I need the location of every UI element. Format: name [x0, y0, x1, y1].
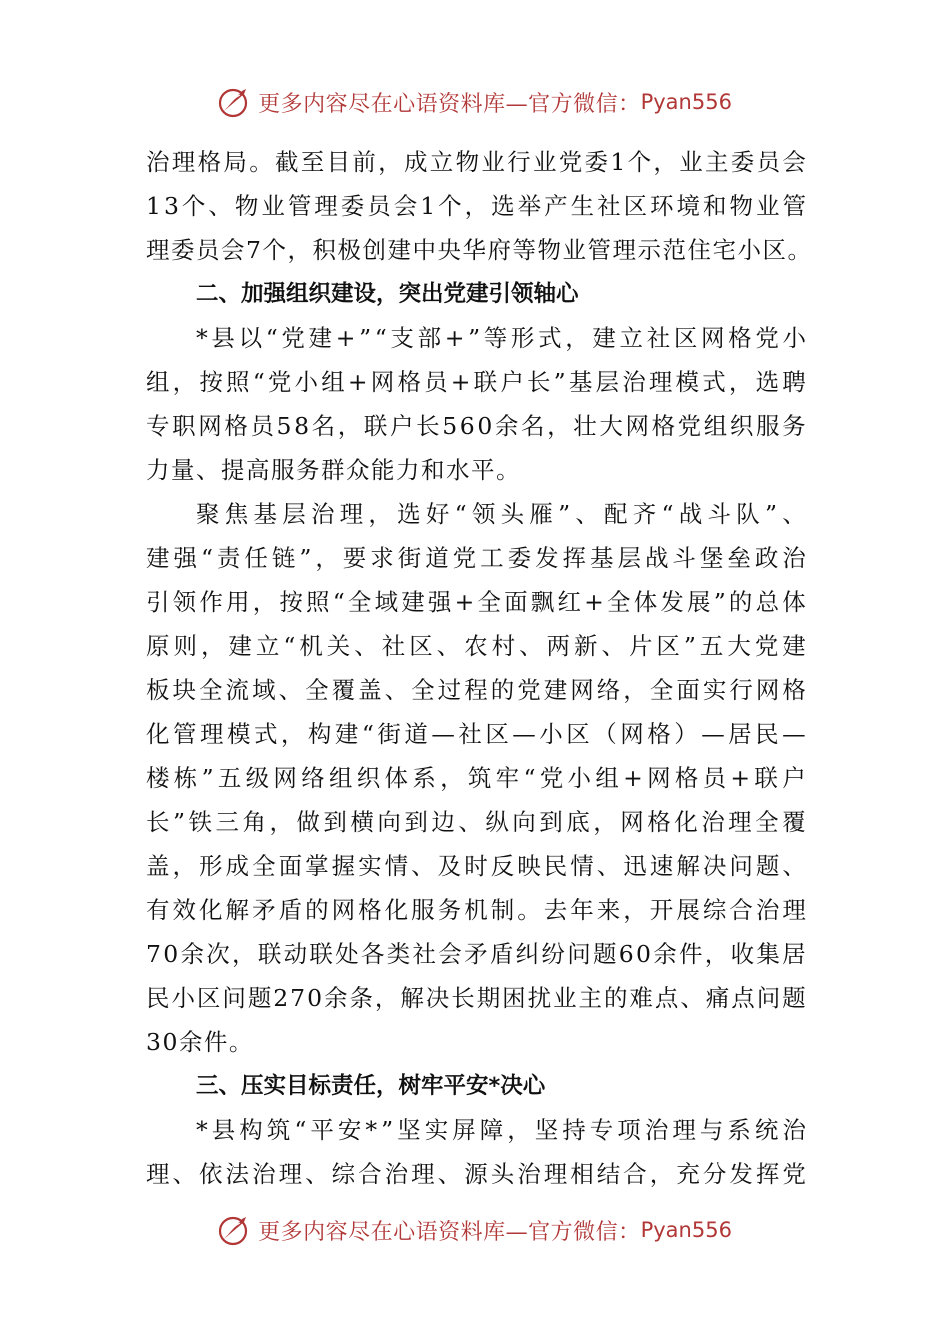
paragraph-line: 力量、提高服务群众能力和水平。 — [146, 456, 521, 484]
paragraph-line: 理委员会7个，积极创建中央华府等物业管理示范住宅小区。 — [146, 236, 813, 264]
section-heading-3: 三、压实目标责任，树牢平安*决心 — [196, 1073, 546, 1099]
paragraph-line: 30余件。 — [146, 1028, 254, 1056]
paragraph-line: 原 则 ， 建 立 “ 机 关 、 社 区 、 农 村 、 两 新 、 片 区 ” 五 大 党 建 — [146, 632, 806, 660]
banner-text: 更多内容尽在心语资料库—官方微信： — [258, 91, 641, 117]
paragraph-line: 民 小 区 问 题 2 7 0 余 条 ， 解 决 长 期 困 扰 业 主 的 难 点 、 痛 点 问 题 — [146, 984, 806, 1012]
banner-wechat-id: Pyan556 — [640, 1218, 732, 1242]
quill-logo-icon — [218, 85, 252, 119]
paragraph-line: 理 、 依 法 治 理 、 综 合 治 理 、 源 头 治 理 相 结 合 ， 充 分 发 挥 党 — [146, 1160, 806, 1188]
paragraph-line: 长 ” 铁 三 角 ， 做 到 横 向 到 边 、 纵 向 到 底 ， 网 格 化 治 理 全 覆 — [146, 808, 806, 836]
header-watermark-banner — [0, 82, 950, 122]
paragraph-line: 引 领 作 用 ， 按 照 “ 全 域 建 强 + 全 面 飘 红 + 全 体 发 展 ” 的 总 体 — [146, 588, 806, 616]
paragraph-line: * 县 构 筑 “ 平 安 * ” 坚 实 屏 障 ， 坚 持 专 项 治 理 与 系 统 治 — [196, 1116, 806, 1144]
banner-wechat-id: Pyan556 — [640, 90, 732, 114]
paragraph-line: 1 3 个 、 物 业 管 理 委 员 会 1 个 ， 选 举 产 生 社 区 环 境 和 物 业 管 — [146, 192, 806, 220]
paragraph-line: * 县 以 “ 党 建 + ” “ 支 部 + ” 等 形 式 ， 建 立 社 区 网 格 党 小 — [196, 324, 806, 352]
paragraph-line: 7 0 余 次 ， 联 动 联 处 各 类 社 会 矛 盾 纠 纷 问 题 6 0 余 件 ， 收 集 居 — [146, 940, 806, 968]
paragraph-line: 板 块 全 流 域 、 全 覆 盖 、 全 过 程 的 党 建 网 络 ， 全 面 实 行 网 格 — [146, 676, 806, 704]
paragraph-line: 组 ， 按 照 “ 党 小 组 + 网 格 员 + 联 户 长 ” 基 层 治 理 模 式 ， 选 聘 — [146, 368, 806, 396]
paragraph-line: 盖 ， 形 成 全 面 掌 握 实 情 、 及 时 反 映 民 情 、 迅 速 解 决 问 题 、 — [146, 852, 806, 880]
document-body — [146, 140, 813, 1196]
paragraph-line: 楼 栋 ” 五 级 网 络 组 织 体 系 ， 筑 牢 “ 党 小 组 + 网 格 员 + 联 户 — [146, 764, 806, 792]
section-heading-2: 二、加强组织建设，突出党建引领轴心 — [196, 281, 579, 307]
paragraph-line: 建 强 “ 责 任 链 ” ， 要 求 街 道 党 工 委 发 挥 基 层 战 斗 堡 垒 政 治 — [146, 544, 806, 572]
quill-logo-icon — [218, 1213, 252, 1247]
paragraph-line: 有 效 化 解 矛 盾 的 网 格 化 服 务 机 制 。 去 年 来 ， 开 展 综 合 治 理 — [146, 896, 806, 924]
banner-text: 更多内容尽在心语资料库—官方微信： — [258, 1219, 641, 1245]
paragraph-line: 专 职 网 格 员 5 8 名 ， 联 户 长 5 6 0 余 名 ， 壮 大 网 格 党 组 织 服 务 — [146, 412, 806, 440]
paragraph-line: 聚 焦 基 层 治 理 ， 选 好 “ 领 头 雁 ” 、 配 齐 “ 战 斗 队 ” 、 — [196, 500, 806, 528]
paragraph-line: 化 管 理 模 式 ， 构 建 “ 街 道 — 社 区 — 小 区 （ 网 格 ） — 居 民 — — [146, 720, 806, 748]
paragraph-line: 治 理 格 局 。 截 至 目 前 ， 成 立 物 业 行 业 党 委 1 个 ， 业 主 委 员 会 — [146, 148, 806, 176]
footer-watermark-banner — [0, 1210, 950, 1250]
